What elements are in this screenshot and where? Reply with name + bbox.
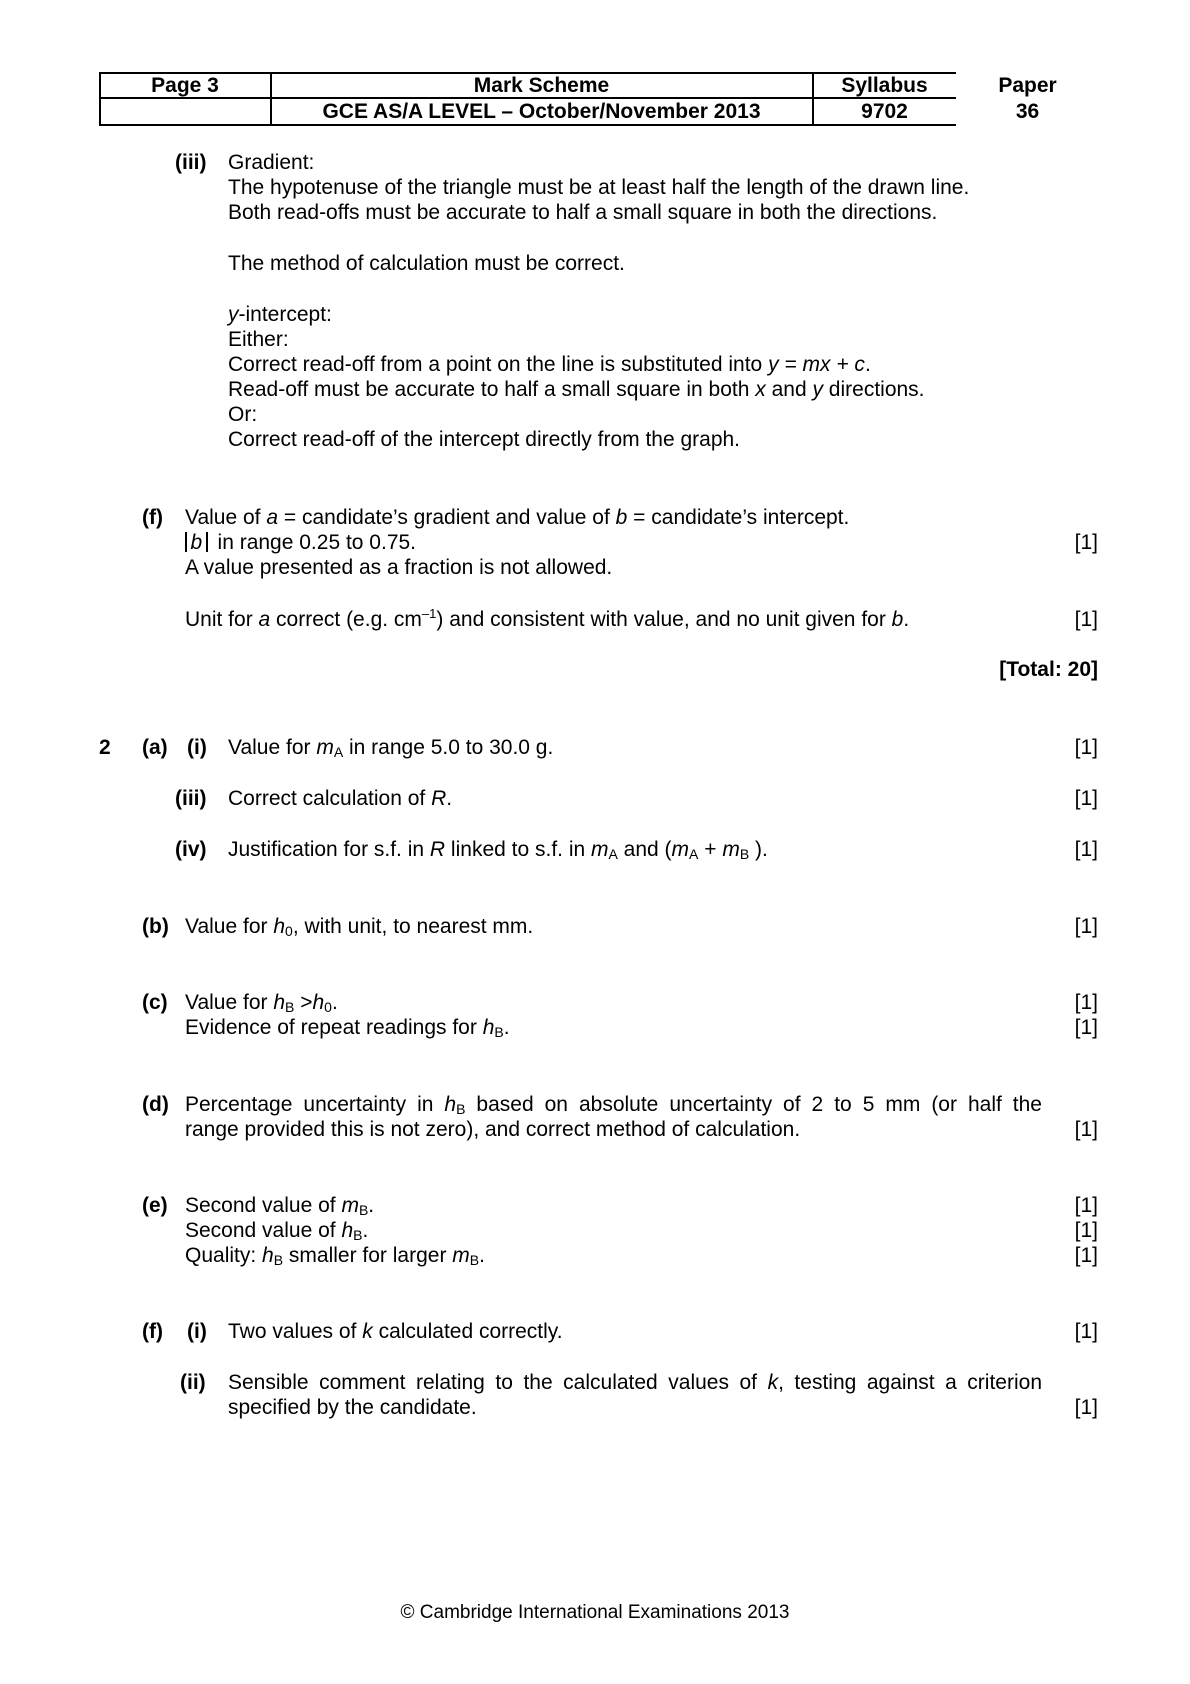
q2b-text: Value for $h_0$, with unit, to nearest mm. bbox=[185, 915, 534, 939]
q2e-label: (e) bbox=[142, 1194, 168, 1217]
q2b-mark: [1] bbox=[1074, 915, 1098, 938]
header-syllabus-label: Syllabus bbox=[841, 74, 928, 97]
q2e-mark-1: [1] bbox=[1074, 1194, 1098, 1217]
gradient-line-2: Both read-offs must be accurate to half a small square in both the directions. bbox=[228, 201, 938, 224]
q1f-mark-2: [1] bbox=[1074, 608, 1098, 631]
q2a-iii-label: (iii) bbox=[175, 787, 207, 810]
q1f-line-3: A value presented as a fraction is not allowed. bbox=[185, 556, 613, 579]
q1f-line-4: Unit for a correct (e.g. $cm^{-1}$) and consistent with value, and no unit given for b. bbox=[185, 606, 910, 631]
q2f-ii-mark: [1] bbox=[1074, 1396, 1098, 1419]
q2f-ii-line-1: Sensible comment relating to the calculated values of k, testing against a criterion bbox=[228, 1371, 1042, 1394]
abs-bar-right bbox=[206, 532, 208, 552]
q1-total: [Total: 20] bbox=[999, 658, 1098, 681]
either-label: Either: bbox=[228, 328, 289, 351]
q2f-i-label: (i) bbox=[187, 1320, 207, 1343]
q1e-iii-number: (iii) bbox=[175, 151, 207, 174]
q2f-label: (f) bbox=[142, 1320, 163, 1343]
or-label: Or: bbox=[228, 403, 258, 426]
q2a-iv-label: (iv) bbox=[175, 838, 207, 861]
header-title: Mark Scheme bbox=[473, 74, 610, 97]
q2e-mark-3: [1] bbox=[1074, 1244, 1098, 1267]
header-paper-label: Paper bbox=[998, 74, 1057, 97]
q2a-label: (a) bbox=[142, 736, 168, 759]
q2f-i-text: Two values of k calculated correctly. bbox=[228, 1320, 563, 1343]
q2c-label: (c) bbox=[142, 991, 168, 1014]
q2d-line-2: range provided this is not zero), and correct method of calculation. bbox=[185, 1118, 801, 1141]
q2d-label: (d) bbox=[142, 1093, 169, 1116]
abs-bar-left bbox=[185, 532, 187, 552]
q1f-line-1: Value of a = candidate’s gradient and value of b = candidate’s intercept. bbox=[185, 506, 850, 529]
q2e-line-2: Second value of $h_B$. bbox=[185, 1219, 369, 1243]
or-line: Correct read-off of the intercept directly from the graph. bbox=[228, 428, 741, 451]
q2c-line-1: Value for $h_B >h_0$. bbox=[185, 991, 338, 1015]
q2-number: 2 bbox=[99, 736, 111, 759]
q2e-line-3: Quality: $h_B$ smaller for larger $m_B$. bbox=[185, 1244, 485, 1268]
q2a-iii-text: Correct calculation of R. bbox=[228, 787, 453, 810]
q2b-label: (b) bbox=[142, 915, 169, 938]
q2c-mark-2: [1] bbox=[1074, 1016, 1098, 1039]
q2a-iv-text: Justification for s.f. in R linked to s.f. in $m_A$ and ($m_A + m_B$ ). bbox=[228, 838, 768, 862]
q2a-i-label: (i) bbox=[187, 736, 207, 759]
q2a-iii-mark: [1] bbox=[1074, 787, 1098, 810]
q2a-iv-mark: [1] bbox=[1074, 838, 1098, 861]
header-page: Page 3 bbox=[151, 74, 219, 97]
q1f-line-2: b in range 0.25 to 0.75. bbox=[181, 530, 416, 555]
q2c-mark-1: [1] bbox=[1074, 991, 1098, 1014]
q2f-ii-line-2: specified by the candidate. bbox=[228, 1396, 477, 1419]
gradient-line-1: The hypotenuse of the triangle must be at least half the length of the drawn line. bbox=[228, 176, 970, 199]
yintercept-y: y bbox=[228, 303, 239, 326]
q2f-i-mark: [1] bbox=[1074, 1320, 1098, 1343]
q2a-i-mark: [1] bbox=[1074, 736, 1098, 759]
q2d-mark: [1] bbox=[1074, 1118, 1098, 1141]
q2a-i-text: Value for $m_A$ in range 5.0 to 30.0 g. bbox=[228, 736, 554, 760]
gradient-line-3: The method of calculation must be correct. bbox=[228, 252, 625, 275]
header-paper: 36 bbox=[1015, 100, 1040, 123]
q2c-line-2: Evidence of repeat readings for $h_B$. bbox=[185, 1016, 510, 1040]
footer-copyright: © Cambridge International Examinations 2013 bbox=[400, 1602, 790, 1623]
q2e-line-1: Second value of $m_B$. bbox=[185, 1194, 375, 1218]
header-syllabus: 9702 bbox=[861, 100, 908, 123]
q1f-label: (f) bbox=[142, 506, 163, 529]
header-subtitle: GCE AS/A LEVEL – October/November 2013 bbox=[322, 100, 761, 123]
q1f-mark-1: [1] bbox=[1074, 531, 1098, 554]
either-line-1: Correct read-off from a point on the line is substituted into y = mx + c. bbox=[228, 353, 871, 376]
q2d-line-1: Percentage uncertainty in $h_B$ based on absolute uncertainty of 2 to 5 mm (or half the bbox=[185, 1093, 1042, 1117]
gradient-label: Gradient: bbox=[228, 151, 315, 174]
q2f-ii-label: (ii) bbox=[180, 1371, 206, 1394]
yintercept-rest: -intercept: bbox=[238, 303, 332, 326]
q2e-mark-2: [1] bbox=[1074, 1219, 1098, 1242]
either-line-2: Read-off must be accurate to half a small square in both x and y directions. bbox=[228, 378, 925, 401]
yintercept-label bbox=[228, 302, 332, 327]
